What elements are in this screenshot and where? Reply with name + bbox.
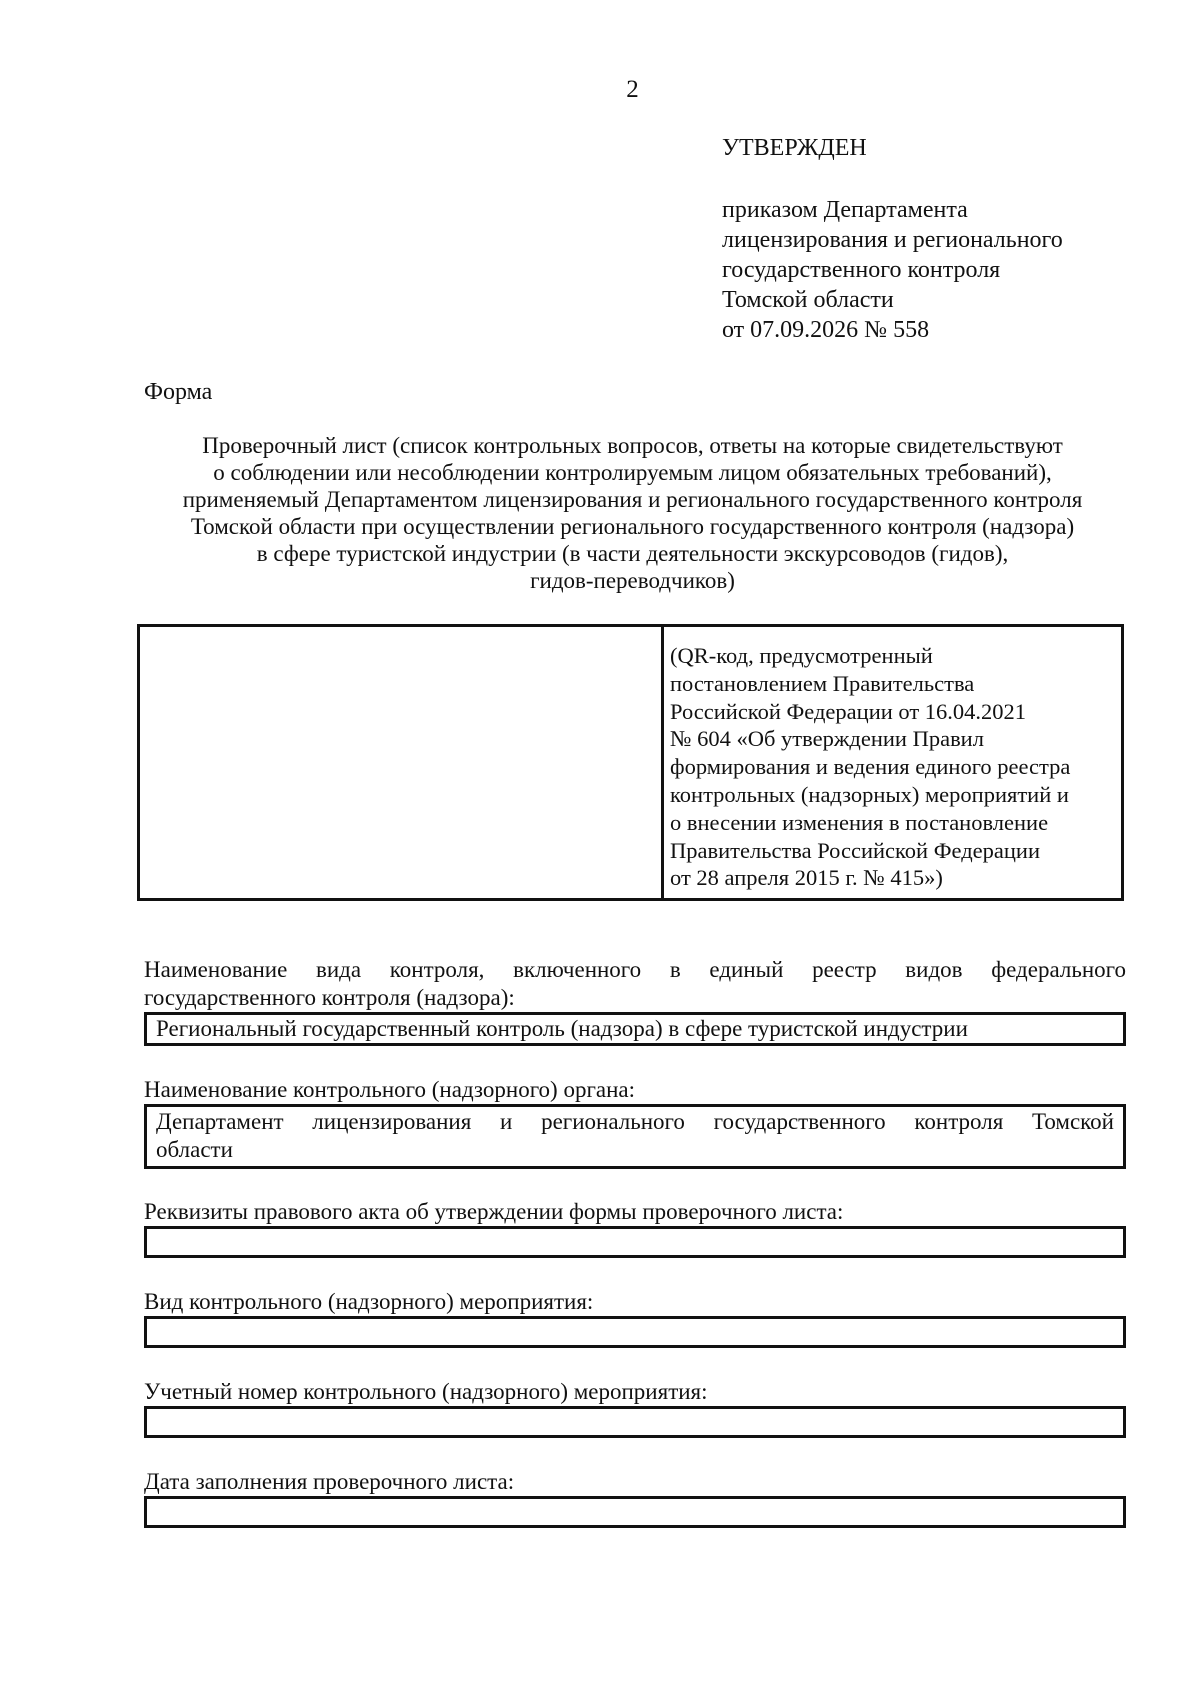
title-line: применяемый Департаментом лицензирования и регионального государственного контроля (182, 487, 1083, 512)
authority-value-line: области (156, 1137, 233, 1162)
document-title (140, 432, 1125, 594)
authority-value-line: Департамент лицензирования и регионального государственного контроля Томской (156, 1109, 1114, 1134)
page-number: 2 (626, 76, 639, 103)
qr-note-line: № 604 «Об утверждении Правил (670, 726, 984, 752)
legal-act-field (144, 1198, 1126, 1258)
fill-date-label: Дата заполнения проверочного листа: (144, 1469, 515, 1494)
fill-date-input[interactable] (144, 1496, 1126, 1528)
authority-value-box[interactable] (144, 1104, 1126, 1169)
title-line: о соблюдении или несоблюдении контролируемым лицом обязательных требований), (213, 460, 1052, 485)
qr-code-table (137, 624, 1124, 901)
qr-note-line: контрольных (надзорных) мероприятий и (670, 781, 1069, 807)
qr-code-placeholder (140, 627, 664, 898)
control-type-label (144, 956, 1126, 1012)
label-line: государственного контроля (надзора): (144, 985, 515, 1010)
record-number-input[interactable] (144, 1406, 1126, 1438)
qr-note-line: Российской Федерации от 16.04.2021 (670, 698, 1027, 724)
qr-note-line: (QR-код, предусмотренный (670, 643, 933, 668)
control-type-value-box[interactable] (144, 1012, 1126, 1046)
record-number-label: Учетный номер контрольного (надзорного) мероприятия: (144, 1379, 708, 1404)
event-type-label: Вид контрольного (надзорного) мероприятия: (144, 1289, 594, 1314)
approval-heading: УТВЕРЖДЕН (722, 135, 867, 161)
approval-line: лицензирования и регионального (722, 227, 1063, 253)
control-type-field (144, 956, 1126, 1046)
event-type-field (144, 1288, 1126, 1348)
label-line: Наименование вида контроля, включенного в единый реестр видов федерального (144, 957, 1126, 982)
qr-note-line: формирования и ведения единого реестра (670, 754, 1071, 780)
record-number-field (144, 1378, 1126, 1438)
legal-act-input[interactable] (144, 1226, 1126, 1258)
qr-note-line: о внесении изменения в постановление (670, 809, 1049, 835)
authority-label: Наименование контрольного (надзорного) органа: (144, 1077, 636, 1102)
qr-code-note (664, 627, 1121, 898)
title-line: гидов-переводчиков) (530, 568, 735, 593)
title-line: в сфере туристской индустрии (в части деятельности экскурсоводов (гидов), (256, 541, 1009, 566)
approval-order-date-number: от 07.09.2026 № 558 (722, 317, 930, 343)
approval-line: приказом Департамента (722, 197, 968, 223)
control-type-value: Региональный государственный контроль (надзора) в сфере туристской индустрии (156, 1016, 968, 1041)
authority-field (144, 1076, 1126, 1169)
approval-block (722, 133, 1162, 345)
legal-act-label: Реквизиты правового акта об утверждении формы проверочного листа: (144, 1199, 844, 1224)
title-line: Томской области при осуществлении регионального государственного контроля (надзора) (190, 514, 1075, 539)
qr-note-line: от 28 апреля 2015 г. № 415») (670, 865, 943, 891)
form-label: Форма (144, 379, 213, 405)
fill-date-field (144, 1468, 1126, 1528)
event-type-input[interactable] (144, 1316, 1126, 1348)
approval-line: государственного контроля (722, 257, 1001, 283)
qr-note-line: постановлением Правительства (670, 670, 975, 696)
title-line: Проверочный лист (список контрольных вопросов, ответы на которые свидетельствуют (202, 433, 1063, 458)
qr-note-line: Правительства Российской Федерации (670, 837, 1040, 863)
approval-line: Томской области (722, 287, 894, 313)
